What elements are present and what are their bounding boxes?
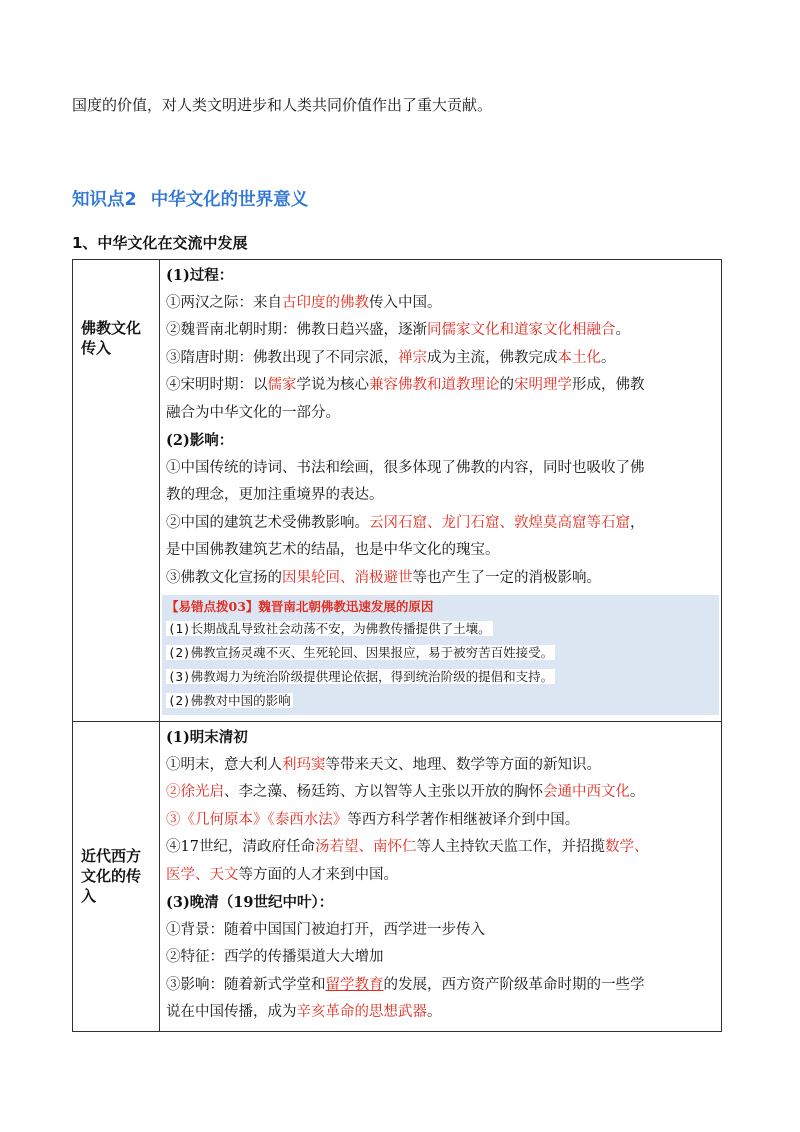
table-row-western bbox=[73, 722, 722, 1032]
process-item-4: ④宋明时期：以儒家学说为核心兼容佛教和道教理论的宋明理学形成，佛教 bbox=[166, 377, 645, 393]
section-title: 中华文化的世界意义 bbox=[150, 190, 309, 210]
impact-heading: (2)影响： bbox=[166, 432, 234, 449]
process-item-2: ②魏晋南北朝时期：佛教日趋兴盛，逐渐同儒家文化和道家文化相融合。 bbox=[166, 322, 630, 338]
process-item-4-cont: 融合为中华文化的一部分。 bbox=[166, 404, 340, 421]
qing-item-3-cont: 说在中国传播，成为辛亥革命的思想武器。 bbox=[166, 1004, 442, 1020]
intro-paragraph: 国度的价值，对人类文明进步和人类共同价值作出了重大贡献。 bbox=[72, 96, 493, 114]
qing-item-2: ②特征：西学的传播渠道大大增加 bbox=[166, 949, 384, 965]
ming-item-4-cont: 医学、天文等方面的人才来到中国。 bbox=[166, 866, 398, 883]
ming-heading: (1)明末清初 bbox=[166, 729, 248, 746]
ming-item-2: ②徐光启、李之藻、杨廷筠、方以智等人主张以开放的胸怀会通中西文化。 bbox=[166, 784, 645, 800]
row-label-buddhism: 佛教文化传入 bbox=[81, 319, 142, 357]
tip-line: (2)佛教对中国的影响 bbox=[168, 693, 291, 708]
qing-item-1: ①背景：随着中国国门被迫打开，西学进一步传入 bbox=[166, 921, 485, 938]
subsection-title: 1、中华文化在交流中发展 bbox=[72, 234, 248, 252]
row-label-cell bbox=[73, 722, 160, 1032]
impact-item-2-cont: 是中国佛教建筑艺术的结晶，也是中华文化的瑰宝。 bbox=[166, 542, 500, 558]
tip-line: (3)佛教竭力为统治阶级提供理论依据，得到统治阶级的提倡和支持。 bbox=[168, 669, 554, 684]
section-heading bbox=[72, 186, 308, 211]
row-content-buddhism bbox=[160, 260, 722, 722]
process-heading: (1)过程： bbox=[166, 267, 234, 284]
section-number: 知识点2 bbox=[72, 190, 137, 210]
process-item-1: ①两汉之际：来自古印度的佛教传入中国。 bbox=[166, 294, 442, 311]
impact-item-1-cont: 教的理念，更加注重境界的表达。 bbox=[166, 487, 384, 503]
impact-item-1: ①中国传统的诗词、书法和绘画，很多体现了佛教的内容，同时也吸收了佛 bbox=[166, 459, 645, 476]
tip-title: 【易错点拨03】魏晋南北朝佛教迅速发展的原因 bbox=[166, 599, 434, 614]
row-content-western bbox=[160, 722, 722, 1032]
qing-item-3: ③影响：随着新式学堂和留学教育的发展，西方资产阶级革命时期的一些学 bbox=[166, 976, 645, 993]
ming-item-1: ①明末，意大利人利玛窦等带来天文、地理、数学等方面的新知识。 bbox=[166, 756, 601, 773]
knowledge-table bbox=[72, 259, 722, 1032]
impact-item-2: ②中国的建筑艺术受佛教影响。云冈石窟、龙门石窟、敦煌莫高窟等石窟， bbox=[166, 514, 645, 531]
qing-heading: (3)晚清（19世纪中叶）： bbox=[166, 894, 334, 911]
tip-line: (1)长期战乱导致社会动荡不安，为佛教传播提供了土壤。 bbox=[168, 621, 491, 636]
process-item-3: ③隋唐时期：佛教出现了不同宗派，禅宗成为主流，佛教完成本土化。 bbox=[166, 349, 616, 366]
ming-item-3: ③《几何原本》《泰西水法》等西方科学著作相继被译介到中国。 bbox=[166, 811, 580, 828]
error-tip-box bbox=[162, 595, 719, 715]
ming-item-4: ④17世纪，清政府任命汤若望、南怀仁等人主持钦天监工作，并招揽数学、 bbox=[166, 839, 649, 855]
row-label-cell bbox=[73, 260, 160, 722]
impact-item-3: ③佛教文化宣扬的因果轮回、消极避世等也产生了一定的消极影响。 bbox=[166, 569, 601, 586]
table-row-buddhism bbox=[73, 260, 722, 722]
row-label-western: 近代西方文化的传入 bbox=[81, 847, 142, 906]
tip-line: (2)佛教宣扬灵魂不灭、生死轮回、因果报应，易于被穷苦百姓接受。 bbox=[168, 645, 554, 660]
